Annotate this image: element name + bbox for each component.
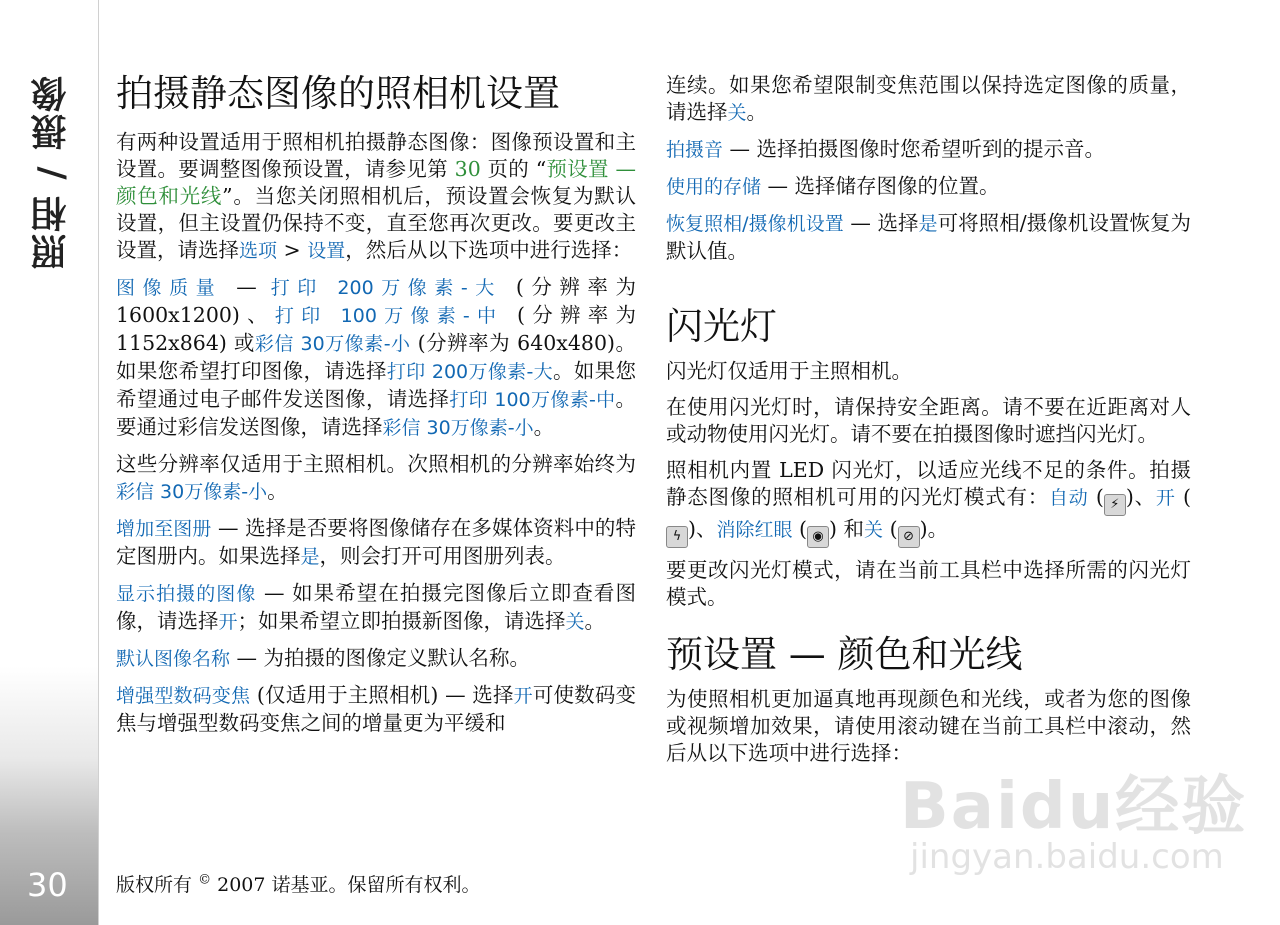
text: ”。当您关闭照相机后，预设置会恢复为默认设置，但主设置仍保持不变，直至您再次更改。要更改主设置，请选择: [116, 184, 637, 262]
option-term: 打印 100万像素-中: [449, 389, 616, 411]
option-term: 是: [918, 213, 938, 235]
flash-modes-paragraph: 照相机内置 LED 闪光灯，以适应光线不足的条件。拍摄静态图像的照相机可用的闪光灯模式有：自动 ( ⚡ )、开 (ϟ )、消除红眼 ( ◉ ) 和关 ( ⊘ )。: [666, 457, 1191, 548]
flash-paragraph-4: 要更改闪光灯模式，请在当前工具栏中选择所需的闪光灯模式。: [666, 558, 1191, 609]
text: (分辨率为 1600x1200)、: [116, 275, 636, 327]
text: 可将照相/摄像机设置恢复为默认值。: [666, 211, 1191, 263]
watermark-logo: Baidu经验: [900, 770, 1248, 844]
text: — 选择: [843, 211, 919, 235]
copyright-footer: [116, 870, 481, 897]
text: (仅适用于主照相机) — 选择: [250, 683, 514, 707]
option-term: 关: [565, 611, 585, 633]
text: ，则会打开可用图册列表。: [319, 544, 566, 568]
flash-paragraph-1: 闪光灯仅适用于主照相机。: [666, 359, 912, 383]
digital-zoom-paragraph: [116, 682, 636, 737]
option-term: 关: [727, 102, 747, 124]
watermark-url: jingyan.baidu.com: [910, 837, 1224, 877]
option-term: 彩信 30万像素-小: [254, 333, 411, 355]
setting-term: 恢复照相/摄像机设置: [666, 213, 844, 235]
flash-heading: 闪光灯: [666, 305, 777, 348]
text: — 选择储存图像的位置。: [761, 174, 1000, 198]
restore-settings-paragraph: [666, 210, 1191, 265]
text: — 如果希望在拍摄完图像后立即查看图像，请选择: [116, 581, 636, 633]
text: (分辨率为 1152x864) 或: [116, 303, 636, 355]
menu-option: 设置: [307, 240, 346, 262]
text: 照相机内置 LED 闪光灯，以适应光线不足的条件。拍摄静态图像的照相机可用的闪光灯模式有：: [666, 458, 1191, 509]
flash-off-icon: ⊘: [898, 526, 920, 548]
option-term: 打印 200万像素-大: [270, 277, 502, 299]
option-term: 打印 200万像素-大: [386, 361, 554, 383]
option-term: 是: [300, 546, 320, 568]
page-title: 拍摄静态图像的照相机设置: [116, 72, 560, 115]
text: 有两种设置适用于照相机拍摄静态图像：图像预设置和主设置。要调整图像预设置，请参见第: [116, 130, 636, 181]
flash-mode-auto: 自动: [1049, 487, 1089, 509]
option-term: 开: [513, 685, 533, 707]
flash-auto-icon: ⚡: [1104, 494, 1126, 516]
text: 页的 “: [487, 157, 547, 181]
image-quality-paragraph: [116, 274, 636, 442]
section-title: 照相 / 摄像: [31, 74, 72, 271]
sidebar: [0, 0, 99, 925]
preset-paragraph: 为使照相机更加逼真地再现颜色和光线，或者为您的图像或视频增加效果，请使用滚动键在当前工具栏中滚动，然后从以下选项中进行选择：: [666, 687, 1191, 765]
separator: >: [277, 238, 308, 262]
setting-term: 增加至图册: [116, 518, 212, 540]
page-ref: 30: [454, 157, 481, 181]
show-captured-paragraph: [116, 580, 636, 636]
intro-paragraph: [116, 129, 636, 265]
setting-term: 拍摄音: [666, 139, 724, 161]
option-term: 彩信 30万像素-小: [382, 417, 534, 439]
resolution-note-paragraph: [116, 451, 636, 506]
text: 。: [533, 415, 555, 439]
option-term: 开: [218, 611, 238, 633]
flash-mode-off: 关: [864, 519, 884, 541]
add-to-album-paragraph: [116, 515, 636, 571]
text: 连续。如果您希望限制变焦范围以保持选定图像的质量，请选择: [666, 73, 1191, 124]
zoom-continued-paragraph: [666, 72, 1191, 127]
page-number: 30: [27, 866, 68, 904]
preset-heading: 预设置 — 颜色和光线: [666, 633, 1023, 676]
text: 。: [267, 479, 288, 503]
default-name-paragraph: [116, 645, 636, 673]
text: 2007 诺基亚。保留所有权利。: [217, 874, 481, 896]
flash-on-icon: ϟ: [666, 526, 688, 548]
flash-mode-redeye: 消除红眼: [716, 519, 793, 541]
left-column: [116, 72, 636, 746]
text: ，然后从以下选项中进行选择：: [345, 238, 633, 262]
text: —: [222, 275, 271, 299]
text: 版权所有: [116, 874, 193, 896]
baidu-watermark: [900, 755, 1260, 885]
setting-term: 默认图像名称: [116, 648, 231, 670]
flash-mode-on: 开: [1155, 487, 1176, 509]
text: — 选择是否要将图像储存在多媒体资料中的特定图册内。如果选择: [116, 516, 636, 568]
option-term: 打印 100万像素-中: [274, 305, 504, 327]
setting-term: 增强型数码变焦: [116, 685, 251, 707]
flash-paragraph-2: 在使用闪光灯时，请保持安全距离。请不要在近距离对人或动物使用闪光灯。请不要在拍摄图像时遮挡闪光灯。: [666, 395, 1191, 446]
text: 。: [584, 609, 606, 633]
setting-term: 显示拍摄的图像: [116, 583, 257, 605]
capture-sound-paragraph: [666, 136, 1191, 164]
text: 。如果您希望通过电子邮件发送图像，请选择: [116, 359, 637, 411]
storage-paragraph: [666, 173, 1191, 201]
text: 。要通过彩信发送图像，请选择: [116, 387, 637, 439]
text: 。: [746, 100, 768, 124]
red-eye-icon: ◉: [807, 526, 829, 548]
menu-option: 选项: [239, 240, 278, 262]
setting-term: 图像质量: [116, 277, 223, 299]
text: — 为拍摄的图像定义默认名称。: [230, 646, 531, 670]
right-column: [666, 72, 1191, 776]
setting-term: 使用的存储: [666, 176, 762, 198]
copyright-symbol: ©: [198, 872, 212, 888]
text: ；如果希望立即拍摄新图像，请选择: [237, 609, 566, 633]
text: 可使数码变焦与增强型数码变焦之间的增量更为平缓和: [116, 683, 636, 735]
text: 这些分辨率仅适用于主照相机。次照相机的分辨率始终为: [116, 452, 636, 476]
option-term: 彩信 30万像素-小: [116, 481, 268, 503]
text: — 选择拍摄图像时您希望听到的提示音。: [723, 137, 1106, 161]
section-ref-link[interactable]: 预设置 — 颜色和光线: [116, 157, 636, 208]
text: (分辨率为 640x480)。如果您希望打印图像，请选择: [116, 331, 637, 383]
